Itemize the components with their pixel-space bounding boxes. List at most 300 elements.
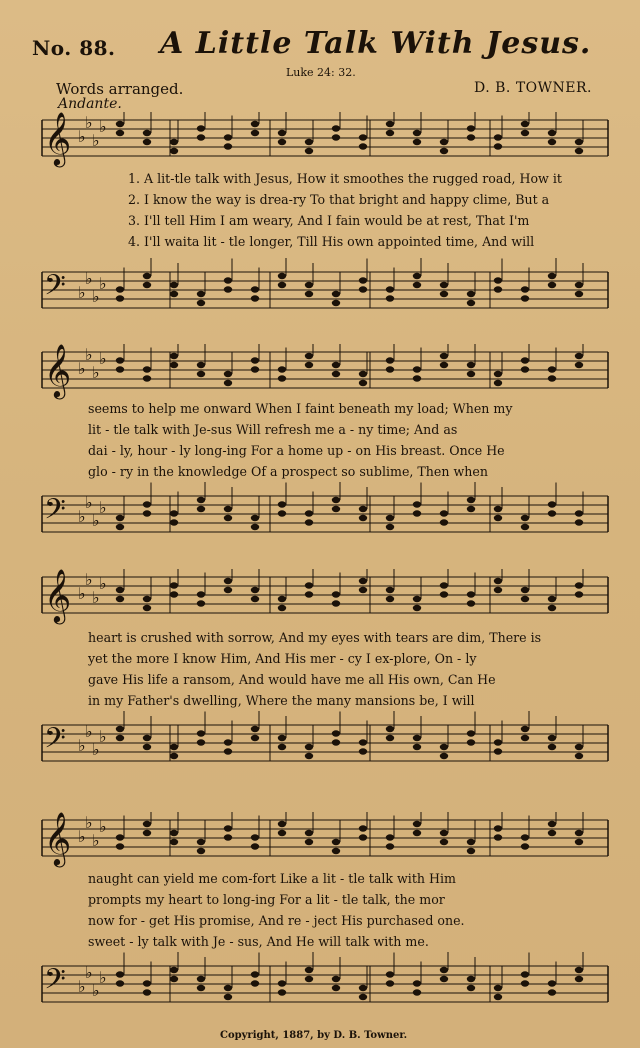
note-head xyxy=(413,744,421,750)
note-head xyxy=(305,139,313,145)
note-head xyxy=(278,821,286,827)
note-head xyxy=(440,839,448,845)
note-head xyxy=(440,582,448,588)
lyric-line: yet the more I know Him, And His mer - cy I ex-plore, On - ly xyxy=(88,651,477,666)
note-head xyxy=(521,515,529,521)
note-head xyxy=(224,825,232,831)
note-head xyxy=(467,591,475,597)
lyric-line: 1. A lit-tle talk with Jesus, How it smoothes the rugged road, How it xyxy=(128,171,562,186)
lyric-line: heart is crushed with sorrow, And my eyes with tears are dim, There is xyxy=(88,630,542,645)
note-head xyxy=(521,980,529,986)
note-head xyxy=(521,357,529,363)
note-head xyxy=(197,848,205,854)
note-head xyxy=(224,134,232,140)
note-head xyxy=(143,282,151,288)
bass-staff xyxy=(30,258,610,328)
note-head xyxy=(440,519,448,525)
note-head xyxy=(116,286,124,292)
note-head xyxy=(521,121,529,127)
note-head xyxy=(197,291,205,297)
note-head xyxy=(143,830,151,836)
treble-staff xyxy=(30,112,610,172)
note-head xyxy=(467,300,475,306)
bass-clef-icon: 𝄢 xyxy=(44,722,66,762)
note-head xyxy=(575,148,583,154)
note-head xyxy=(251,130,259,136)
note-head xyxy=(332,291,340,297)
note-head xyxy=(332,839,340,845)
note-head xyxy=(305,967,313,973)
lyric-line: prompts my heart to long-ing For a lit - tle talk, the mor xyxy=(88,892,445,907)
flat-icon: ♭ xyxy=(92,740,100,759)
note-head xyxy=(116,357,124,363)
note-head xyxy=(467,600,475,606)
flat-icon: ♭ xyxy=(99,274,107,293)
note-head xyxy=(332,730,340,736)
note-head xyxy=(440,976,448,982)
note-head xyxy=(467,739,475,745)
note-head xyxy=(521,366,529,372)
note-head xyxy=(494,371,502,377)
note-head xyxy=(197,739,205,745)
note-head xyxy=(548,744,556,750)
lyric-line: now for - get His promise, And re - ject His purchased one. xyxy=(88,913,465,928)
note-head xyxy=(116,726,124,732)
note-head xyxy=(413,830,421,836)
note-head xyxy=(359,739,367,745)
flat-icon: ♭ xyxy=(78,283,86,302)
note-head xyxy=(386,971,394,977)
note-head xyxy=(251,121,259,127)
note-head xyxy=(305,976,313,982)
note-head xyxy=(278,282,286,288)
note-head xyxy=(440,744,448,750)
flat-icon: ♭ xyxy=(85,813,93,832)
note-head xyxy=(197,371,205,377)
flat-icon: ♭ xyxy=(99,117,107,136)
treble-clef-icon: 𝄞 xyxy=(44,112,72,165)
bass-clef-icon: 𝄢 xyxy=(44,963,66,1003)
note-head xyxy=(224,286,232,292)
note-head xyxy=(251,735,259,741)
note-head xyxy=(413,989,421,995)
flat-icon: ♭ xyxy=(99,349,107,368)
note-head xyxy=(278,375,286,381)
note-head xyxy=(116,515,124,521)
note-head xyxy=(413,139,421,145)
note-head xyxy=(278,989,286,995)
treble-staff xyxy=(30,812,610,872)
note-head xyxy=(197,125,205,131)
note-head xyxy=(116,735,124,741)
note-head xyxy=(224,578,232,584)
note-head xyxy=(467,125,475,131)
note-head xyxy=(386,587,394,593)
note-head xyxy=(413,510,421,516)
note-head xyxy=(575,282,583,288)
note-head xyxy=(467,134,475,140)
note-head xyxy=(143,273,151,279)
note-head xyxy=(251,843,259,849)
note-head xyxy=(170,139,178,145)
note-head xyxy=(575,744,583,750)
note-head xyxy=(521,843,529,849)
note-head xyxy=(143,735,151,741)
flat-icon: ♭ xyxy=(85,963,93,982)
note-head xyxy=(170,839,178,845)
treble-staff xyxy=(30,569,610,629)
flat-icon: ♭ xyxy=(85,722,93,741)
flat-icon: ♭ xyxy=(85,570,93,589)
note-head xyxy=(440,282,448,288)
lyric-line: 4. I'll waita lit - tle longer, Till His own appointed time, And will xyxy=(128,234,535,249)
note-head xyxy=(116,980,124,986)
note-head xyxy=(116,130,124,136)
note-head xyxy=(575,976,583,982)
note-head xyxy=(251,980,259,986)
note-head xyxy=(197,591,205,597)
note-head xyxy=(386,286,394,292)
note-head xyxy=(251,587,259,593)
note-head xyxy=(332,985,340,991)
note-head xyxy=(440,510,448,516)
note-head xyxy=(224,739,232,745)
note-head xyxy=(305,744,313,750)
music-system-3 xyxy=(30,565,610,777)
note-head xyxy=(521,971,529,977)
note-head xyxy=(359,371,367,377)
words-credit: Words arranged. xyxy=(56,80,184,98)
note-head xyxy=(521,726,529,732)
note-head xyxy=(521,286,529,292)
note-head xyxy=(575,830,583,836)
note-head xyxy=(251,726,259,732)
note-head xyxy=(359,286,367,292)
note-head xyxy=(116,596,124,602)
lyrics-block xyxy=(88,629,638,713)
note-head xyxy=(224,506,232,512)
note-head xyxy=(170,519,178,525)
note-head xyxy=(440,362,448,368)
note-head xyxy=(224,515,232,521)
note-head xyxy=(143,605,151,611)
note-head xyxy=(521,295,529,301)
note-head xyxy=(494,277,502,283)
note-head xyxy=(521,596,529,602)
note-head xyxy=(386,726,394,732)
lyric-line: seems to help me onward When I faint beneath my load; When my xyxy=(88,401,513,416)
note-head xyxy=(548,375,556,381)
scripture-reference: Luke 24: 32. xyxy=(286,66,356,79)
note-head xyxy=(359,380,367,386)
note-head xyxy=(143,989,151,995)
note-head xyxy=(224,380,232,386)
note-head xyxy=(224,748,232,754)
note-head xyxy=(251,366,259,372)
note-head xyxy=(143,821,151,827)
note-head xyxy=(143,130,151,136)
note-head xyxy=(116,971,124,977)
note-head xyxy=(197,600,205,606)
flat-icon: ♭ xyxy=(78,977,86,996)
treble-clef-icon: 𝄞 xyxy=(44,812,72,865)
note-head xyxy=(575,291,583,297)
note-head xyxy=(440,830,448,836)
note-head xyxy=(386,130,394,136)
note-head xyxy=(467,497,475,503)
note-head xyxy=(359,825,367,831)
note-head xyxy=(359,985,367,991)
note-head xyxy=(332,300,340,306)
note-head xyxy=(197,839,205,845)
note-head xyxy=(386,735,394,741)
note-head xyxy=(359,515,367,521)
note-head xyxy=(413,821,421,827)
note-head xyxy=(305,362,313,368)
note-head xyxy=(332,506,340,512)
note-head xyxy=(170,362,178,368)
note-head xyxy=(359,748,367,754)
note-head xyxy=(143,139,151,145)
note-head xyxy=(548,273,556,279)
note-head xyxy=(575,510,583,516)
flat-icon: ♭ xyxy=(99,968,107,987)
note-head xyxy=(467,730,475,736)
note-head xyxy=(143,596,151,602)
note-head xyxy=(359,994,367,1000)
note-head xyxy=(359,587,367,593)
note-head xyxy=(170,353,178,359)
note-head xyxy=(413,735,421,741)
note-head xyxy=(494,739,502,745)
note-head xyxy=(548,605,556,611)
note-head xyxy=(143,375,151,381)
bass-clef-icon: 𝄢 xyxy=(44,493,66,533)
note-head xyxy=(332,362,340,368)
flat-icon: ♭ xyxy=(92,511,100,530)
note-head xyxy=(278,735,286,741)
note-head xyxy=(278,980,286,986)
note-head xyxy=(440,148,448,154)
note-head xyxy=(440,353,448,359)
music-system-4 xyxy=(30,808,610,1023)
note-head xyxy=(386,295,394,301)
flat-icon: ♭ xyxy=(78,584,86,603)
lyric-line: sweet - ly talk with Je - sus, And He will talk with me. xyxy=(88,934,429,949)
note-head xyxy=(440,753,448,759)
note-head xyxy=(548,980,556,986)
note-head xyxy=(170,291,178,297)
note-head xyxy=(143,366,151,372)
note-head xyxy=(305,291,313,297)
note-head xyxy=(305,353,313,359)
note-head xyxy=(332,600,340,606)
flat-icon: ♭ xyxy=(99,498,107,517)
note-head xyxy=(386,596,394,602)
note-head xyxy=(251,971,259,977)
note-head xyxy=(197,362,205,368)
flat-icon: ♭ xyxy=(99,817,107,836)
flat-icon: ♭ xyxy=(78,359,86,378)
note-head xyxy=(413,273,421,279)
flat-icon: ♭ xyxy=(92,131,100,150)
bass-staff xyxy=(30,952,610,1022)
note-head xyxy=(359,143,367,149)
note-head xyxy=(305,830,313,836)
note-head xyxy=(548,139,556,145)
note-head xyxy=(521,834,529,840)
note-head xyxy=(548,821,556,827)
note-head xyxy=(197,976,205,982)
note-head xyxy=(224,587,232,593)
note-head xyxy=(494,825,502,831)
note-head xyxy=(575,967,583,973)
treble-clef-icon: 𝄞 xyxy=(44,569,72,622)
note-head xyxy=(170,830,178,836)
flat-icon: ♭ xyxy=(78,827,86,846)
note-head xyxy=(143,744,151,750)
note-head xyxy=(359,506,367,512)
flat-icon: ♭ xyxy=(78,736,86,755)
note-head xyxy=(575,591,583,597)
note-head xyxy=(305,282,313,288)
note-head xyxy=(548,989,556,995)
note-head xyxy=(197,497,205,503)
flat-icon: ♭ xyxy=(78,507,86,526)
note-head xyxy=(197,985,205,991)
note-head xyxy=(143,501,151,507)
note-head xyxy=(170,510,178,516)
note-head xyxy=(197,134,205,140)
note-head xyxy=(170,148,178,154)
note-head xyxy=(521,524,529,530)
note-head xyxy=(467,506,475,512)
lyric-line: glo - ry in the knowledge Of a prospect so sublime, Then when xyxy=(88,464,488,479)
composer-credit: D. B. TOWNER. xyxy=(474,80,592,96)
note-head xyxy=(197,730,205,736)
treble-clef-icon: 𝄞 xyxy=(44,344,72,397)
note-head xyxy=(278,830,286,836)
flat-icon: ♭ xyxy=(85,345,93,364)
note-head xyxy=(440,291,448,297)
note-head xyxy=(467,839,475,845)
note-head xyxy=(116,587,124,593)
note-head xyxy=(440,139,448,145)
lyric-line: lit - tle talk with Je-sus Will refresh me a - ny time; And as xyxy=(88,422,458,437)
note-head xyxy=(170,753,178,759)
note-head xyxy=(278,510,286,516)
note-head xyxy=(278,139,286,145)
note-head xyxy=(386,980,394,986)
note-head xyxy=(575,353,583,359)
note-head xyxy=(386,121,394,127)
note-head xyxy=(170,744,178,750)
note-head xyxy=(494,587,502,593)
note-head xyxy=(197,300,205,306)
note-head xyxy=(548,735,556,741)
note-head xyxy=(521,587,529,593)
note-head xyxy=(413,605,421,611)
hymn-title: A Little Talk With Jesus. xyxy=(160,26,592,61)
note-head xyxy=(251,524,259,530)
note-head xyxy=(332,739,340,745)
note-head xyxy=(494,994,502,1000)
note-head xyxy=(548,596,556,602)
note-head xyxy=(251,295,259,301)
bass-staff xyxy=(30,711,610,781)
note-head xyxy=(116,843,124,849)
note-head xyxy=(170,282,178,288)
note-head xyxy=(494,515,502,521)
note-head xyxy=(332,848,340,854)
music-system-2 xyxy=(30,340,610,552)
note-head xyxy=(494,380,502,386)
lyrics-block xyxy=(88,870,638,954)
note-head xyxy=(575,362,583,368)
note-head xyxy=(305,582,313,588)
note-head xyxy=(332,591,340,597)
note-head xyxy=(467,985,475,991)
note-head xyxy=(224,143,232,149)
bass-staff xyxy=(30,482,610,552)
note-head xyxy=(224,994,232,1000)
note-head xyxy=(143,980,151,986)
note-head xyxy=(386,843,394,849)
lyric-line: in my Father's dwelling, Where the many mansions be, I will xyxy=(88,693,475,708)
note-head xyxy=(224,985,232,991)
note-head xyxy=(170,967,178,973)
note-head xyxy=(116,524,124,530)
lyrics-block xyxy=(88,400,638,484)
note-head xyxy=(413,366,421,372)
lyric-line: 3. I'll tell Him I am weary, And I fain would be at rest, That I'm xyxy=(128,213,530,228)
note-head xyxy=(413,282,421,288)
treble-staff xyxy=(30,344,610,404)
note-head xyxy=(278,273,286,279)
note-head xyxy=(305,839,313,845)
flat-icon: ♭ xyxy=(99,727,107,746)
note-head xyxy=(197,506,205,512)
note-head xyxy=(575,753,583,759)
note-head xyxy=(548,282,556,288)
note-head xyxy=(386,524,394,530)
note-head xyxy=(359,277,367,283)
note-head xyxy=(494,748,502,754)
lyric-line: dai - ly, hour - ly long-ing For a home up - on His breast. Once He xyxy=(88,443,505,458)
note-head xyxy=(413,596,421,602)
note-head xyxy=(494,134,502,140)
note-head xyxy=(386,357,394,363)
note-head xyxy=(494,286,502,292)
copyright-notice: Copyright, 1887, by D. B. Towner. xyxy=(220,1030,408,1041)
hymn-number: No. 88. xyxy=(32,36,116,60)
note-head xyxy=(251,834,259,840)
note-head xyxy=(575,839,583,845)
note-head xyxy=(278,501,286,507)
note-head xyxy=(467,371,475,377)
note-head xyxy=(467,291,475,297)
note-head xyxy=(332,125,340,131)
note-head xyxy=(143,510,151,516)
lyrics-block xyxy=(128,170,638,254)
note-head xyxy=(305,753,313,759)
note-head xyxy=(494,985,502,991)
note-head xyxy=(170,582,178,588)
note-head xyxy=(575,519,583,525)
note-head xyxy=(494,506,502,512)
note-head xyxy=(278,130,286,136)
note-head xyxy=(224,277,232,283)
